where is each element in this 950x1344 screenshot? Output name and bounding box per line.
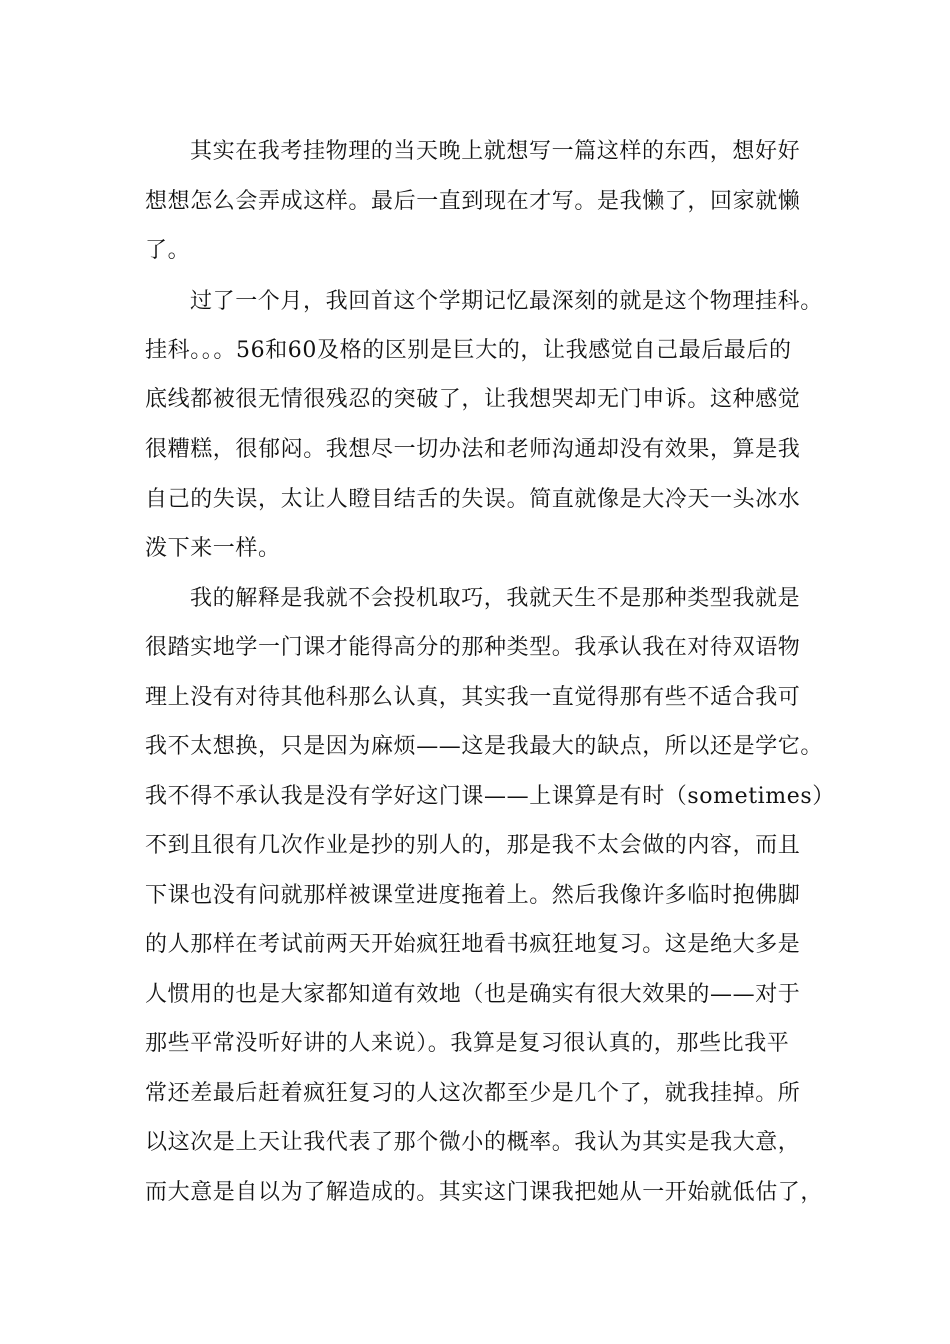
text-line: 挂科。。。56和60及格的区别是巨大的，让我感觉自己最后最后的 <box>145 338 792 363</box>
text-line: 而大意是自以为了解造成的。其实这门课我把她从一开始就低估了， <box>145 1180 824 1205</box>
text-line: 我不得不承认我是没有学好这门课——上课算是有时（sometimes） <box>145 784 835 809</box>
text-line: 很糟糕，很郁闷。我想尽一切办法和老师沟通却没有效果，算是我 <box>145 437 801 462</box>
text-line: 不到且很有几次作业是抄的别人的，那是我不太会做的内容，而且 <box>145 833 801 858</box>
text-line: 很踏实地学一门课才能得高分的那种类型。我承认我在对待双语物 <box>145 635 801 660</box>
text-line: 下课也没有问就那样被课堂进度拖着上。然后我像许多临时抱佛脚 <box>145 883 801 908</box>
text-line: 过了一个月，我回首这个学期记忆最深刻的就是这个物理挂科。 <box>190 289 823 314</box>
text-line: 的人那样在考试前两天开始疯狂地看书疯狂地复习。这是绝大多是 <box>145 932 801 957</box>
text-line: 我的解释是我就不会投机取巧，我就天生不是那种类型我就是 <box>190 586 801 611</box>
text-line: 那些平常没听好讲的人来说）。我算是复习很认真的，那些比我平 <box>145 1031 790 1056</box>
text-line: 我不太想换，只是因为麻烦——这是我最大的缺点，所以还是学它。 <box>145 734 824 759</box>
text-line: 常还差最后赶着疯狂复习的人这次都至少是几个了，就我挂掉。所 <box>145 1081 801 1106</box>
text-line: 想想怎么会弄成这样。最后一直到现在才写。是我懒了，回家就懒 <box>145 189 801 214</box>
text-line: 底线都被很无情很残忍的突破了，让我想哭却无门申诉。这种感觉 <box>145 387 801 412</box>
text-line: 人惯用的也是大家都知道有效地（也是确实有很大效果的——对于 <box>145 982 801 1007</box>
text-line: 其实在我考挂物理的当天晚上就想写一篇这样的东西，想好好 <box>190 139 801 164</box>
text-line: 自己的失误，太让人瞪目结舌的失误。简直就像是大冷天一头冰水 <box>145 487 801 512</box>
text-line: 以这次是上天让我代表了那个微小的概率。我认为其实是我大意， <box>145 1130 801 1155</box>
text-line: 理上没有对待其他科那么认真，其实我一直觉得那有些不适合我可 <box>145 685 801 710</box>
text-line: 泼下来一样。 <box>145 536 281 561</box>
text-line: 了。 <box>145 238 191 263</box>
